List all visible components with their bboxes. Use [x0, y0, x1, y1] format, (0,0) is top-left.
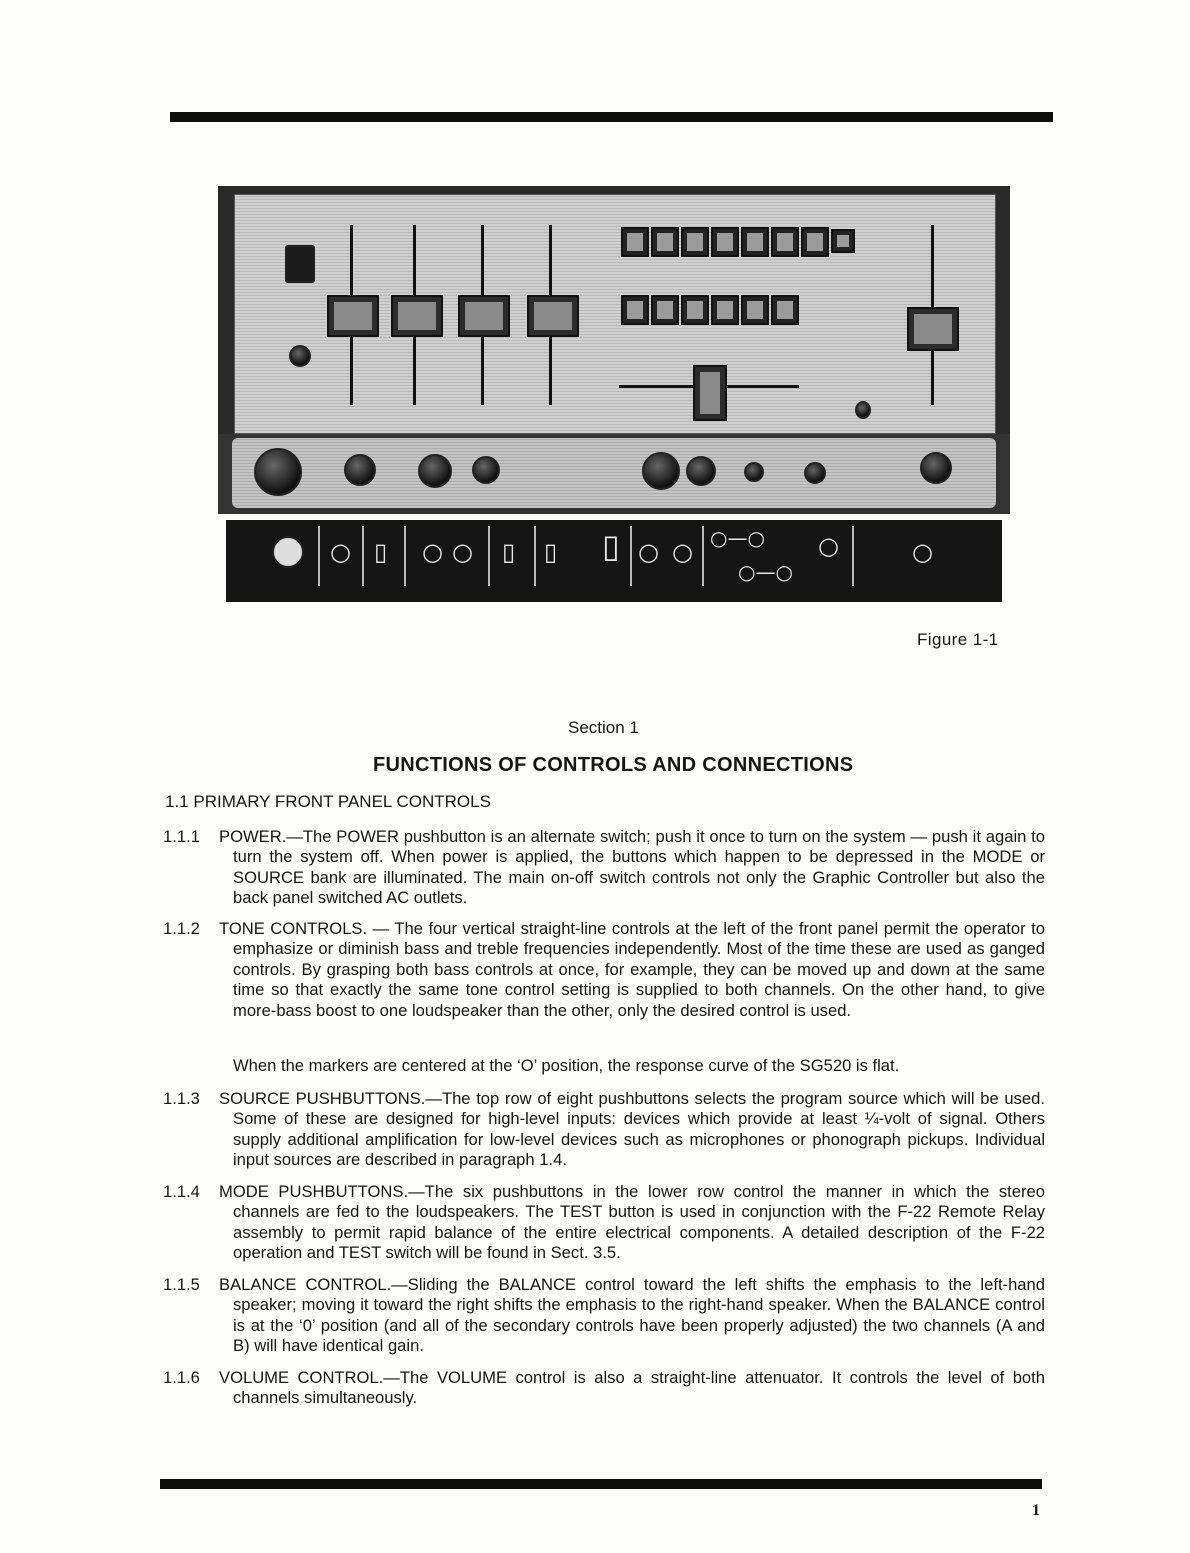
paragraph-text: BALANCE CONTROL.—Sliding the BALANCE control toward the left shifts the emphasis to the left-hand speaker; moving it toward the right shifts the emphasis to the right-hand speaker. When the BALANCE control is at the ‘0’ position (and all of the secondary controls have been properly adjusted) the two channels (A and B) will have identical gain.: [219, 1275, 1045, 1356]
fuse-icon: [254, 448, 302, 496]
mode-button-icon: [681, 295, 709, 325]
paragraph-number: 1.1.3: [163, 1089, 200, 1108]
jack-icon: ○: [330, 538, 351, 566]
mode-button-icon: [741, 295, 769, 325]
jack-icon: ○: [672, 538, 693, 566]
paragraph-number: 1.1.2: [163, 919, 200, 938]
switch-icon: ▯: [544, 538, 558, 566]
secondary-controls-strip: [218, 434, 1010, 514]
knob-icon: [686, 456, 716, 486]
paragraph-1-1-5: [163, 1275, 1045, 1357]
mode-button-icon: [771, 295, 799, 325]
knob-icon: [642, 452, 680, 490]
mode-button-icon: [621, 295, 649, 325]
power-button-icon: [289, 345, 311, 367]
switch-icon: ▯: [602, 527, 620, 565]
paragraph-text: MODE PUSHBUTTONS.—The six pushbuttons in the lower row control the manner in which the stereo channels are fed to the loudspeakers. The TEST button is used in conjunction with the F-22 Remote Relay assembly to permit rapid balance of the entire electrical components. A detailed description of the F-22 operation and TEST switch will be found in Sect. 3.5.: [219, 1182, 1045, 1263]
paragraph-text: When the markers are centered at the ‘O’ position, the response curve of the SG520 is flat.: [233, 1056, 900, 1075]
paragraph-number: 1.1.1: [163, 827, 200, 846]
section-label: Section 1: [568, 718, 639, 737]
switch-icon: ▯: [502, 538, 516, 566]
paragraph-text: VOLUME CONTROL.—The VOLUME control is also a straight-line attenuator. It controls the level of both channels simultaneously.: [219, 1368, 1045, 1408]
jack-icon: ○: [638, 538, 659, 566]
paragraph-1-1-2: [163, 919, 1045, 1021]
jack-icon: ○: [912, 538, 933, 566]
knob-icon: [344, 454, 376, 486]
bottom-rule: [160, 1479, 1042, 1489]
subheading: 1.1 PRIMARY FRONT PANEL CONTROLS: [165, 792, 491, 811]
knob-icon: [472, 456, 500, 484]
paragraph-text: POWER.—The POWER pushbutton is an alternate switch; push it once to turn on the system — push it again to turn the system off. When power is applied, the buttons which happen to be depressed in the MODE or SOURCE bank are illuminated. The main on-off switch controls not only the Graphic Controller but also the back panel switched AC outlets.: [219, 827, 1045, 908]
upper-panel: [218, 186, 1010, 434]
section-title: FUNCTIONS OF CONTROLS AND CONNECTIONS: [373, 754, 854, 776]
jack-icon: ○: [452, 538, 473, 566]
power-indicator-icon: [285, 245, 315, 283]
paragraph-text: SOURCE PUSHBUTTONS.—The top row of eight pushbuttons selects the program source which will be used. Some of these are designed for high-level inputs: devices which provide at least ¼-volt of signal. Others supply additional amplification for low-level devices such as microphones or phonograph pickups. Individual input sources are described in paragraph 1.4.: [219, 1089, 1045, 1170]
knob-icon: [804, 462, 826, 484]
jack-icon: ○: [818, 532, 839, 560]
volume-slider-icon: [907, 307, 959, 351]
source-button-icon: [621, 227, 649, 257]
speaker-terminal-icon: ○—○: [738, 560, 793, 584]
knob-icon: [418, 454, 452, 488]
knob-icon: [920, 452, 952, 484]
treble-a-slider-icon: [391, 295, 443, 337]
mode-button-icon: [651, 295, 679, 325]
source-button-icon: [801, 227, 829, 257]
source-button-icon: [771, 227, 799, 257]
paragraph-number: 1.1.5: [163, 1275, 200, 1294]
power-lamp-icon: [272, 536, 304, 568]
front-panel-photo: [218, 186, 1010, 604]
source-button-icon: [711, 227, 739, 257]
source-button-icon: [651, 227, 679, 257]
paragraph-number: 1.1.6: [163, 1368, 200, 1387]
source-button-icon: [681, 227, 709, 257]
paragraph-1-1-6: [163, 1368, 1045, 1409]
paragraph-number: 1.1.4: [163, 1182, 200, 1201]
source-button-icon: [741, 227, 769, 257]
page-number: 1: [1032, 1502, 1040, 1519]
paragraph-1-1-1: [163, 827, 1045, 909]
jack-icon: ○: [422, 538, 443, 566]
paragraph-1-1-3: [163, 1089, 1045, 1171]
figure-caption: Figure 1-1: [917, 630, 999, 649]
paragraph-text: TONE CONTROLS. — The four vertical straight-line controls at the left of the front panel permit the operator to emphasize or diminish bass and treble frequencies independently. Most of the time these are used as ganged controls. By grasping both bass controls at once, for example, they can be moved up and down at the same time so that exactly the same tone control setting is supplied to both channels. On the other hand, to give more-bass boost to one loudspeaker than the other, only the desired control is used.: [219, 919, 1045, 1020]
treble-b-slider-icon: [527, 295, 579, 337]
rear-connection-strip: [226, 520, 1002, 602]
mode-button-icon: [711, 295, 739, 325]
switch-icon: ▯: [374, 538, 388, 566]
speaker-terminal-icon: ○—○: [710, 526, 765, 550]
bass-a-slider-icon: [327, 295, 379, 337]
loudness-knob-icon: [855, 401, 871, 419]
paragraph-1-1-4: [163, 1182, 1045, 1264]
knob-icon: [744, 462, 764, 482]
top-rule: [170, 112, 1053, 122]
paragraph-flat-response-note: [233, 1056, 1045, 1076]
source-button-icon: [831, 229, 855, 253]
bass-b-slider-icon: [458, 295, 510, 337]
balance-slider-icon: [693, 365, 727, 421]
